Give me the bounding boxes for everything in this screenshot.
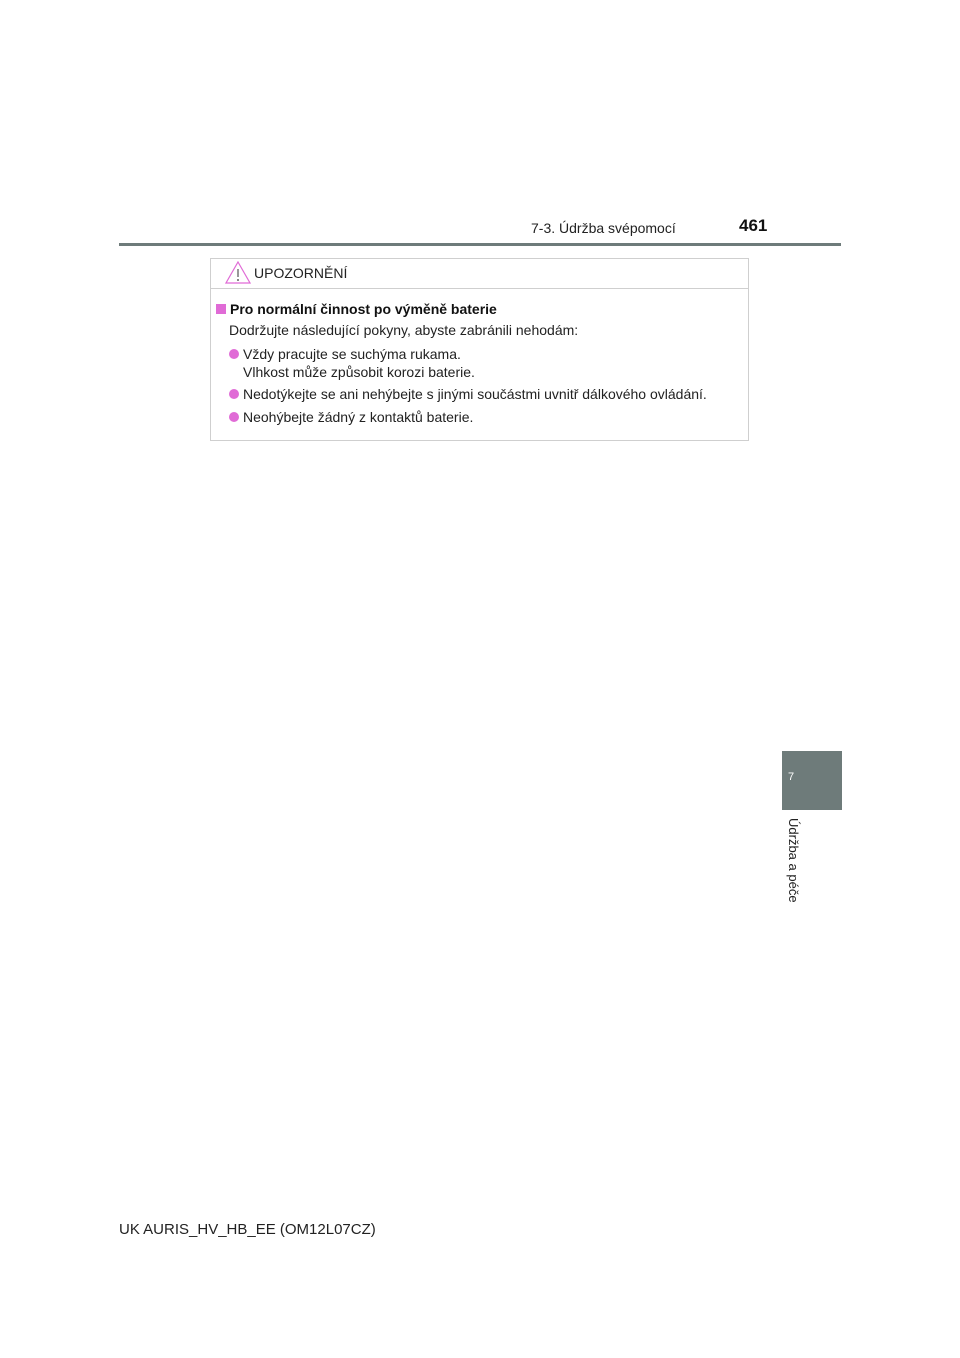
list-item-text: Neohýbejte žádný z kontaktů baterie.	[243, 409, 474, 425]
section-heading-text: Pro normální činnost po výměně baterie	[230, 301, 497, 317]
dot-bullet-icon	[229, 349, 239, 359]
dot-bullet-icon	[229, 389, 239, 399]
chapter-tab	[782, 751, 842, 810]
warning-header	[211, 259, 748, 289]
section-heading	[216, 301, 497, 317]
intro-text: Dodržujte následující pokyny, abyste zabránili nehodám:	[229, 322, 579, 338]
section-title: 7-3. Údržba svépomocí	[531, 220, 676, 236]
list-item	[229, 408, 473, 426]
list-item-text: Nedotýkejte se ani nehýbejte s jinými součástmi uvnitř dálkového ovládání.	[243, 386, 707, 402]
warning-box	[210, 258, 749, 441]
document-code: UK AURIS_HV_HB_EE (OM12L07CZ)	[119, 1221, 376, 1238]
warning-triangle-icon	[225, 261, 251, 284]
warning-title: UPOZORNĚNÍ	[254, 265, 348, 281]
page-number: 461	[739, 216, 768, 235]
square-bullet-icon	[216, 304, 226, 314]
dot-bullet-icon	[229, 412, 239, 422]
chapter-label: Údržba a péče	[786, 818, 801, 903]
list-item-text: Vlhkost může způsobit korozi baterie.	[243, 364, 475, 380]
list-item	[229, 345, 475, 381]
list-item-text: Vždy pracujte se suchýma rukama.	[243, 346, 461, 362]
list-item	[229, 385, 707, 403]
header-divider	[119, 243, 841, 246]
chapter-number: 7	[788, 771, 795, 783]
